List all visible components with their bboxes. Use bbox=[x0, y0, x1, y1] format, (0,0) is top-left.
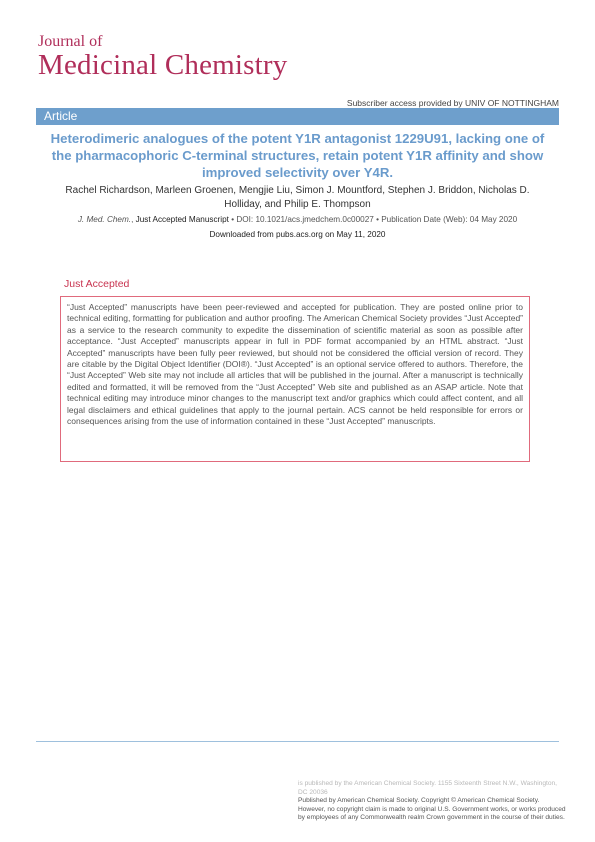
citation-line: J. Med. Chem., Just Accepted Manuscript • DOI: 10.1021/acs.jmedchem.0c00027 • Publication Date (Web): 04 May 2020 bbox=[77, 215, 518, 224]
just-accepted-heading: Just Accepted bbox=[64, 278, 130, 290]
author-list: Rachel Richardson, Marleen Groenen, Mengjie Liu, Simon J. Mountford, Stephen J. Briddon, Nicholas D. Holliday, and Philip E. Thompson bbox=[65, 185, 530, 210]
footer bbox=[298, 780, 568, 823]
journal-name: Medicinal Chemistry bbox=[38, 49, 288, 81]
manuscript-status: Just Accepted Manuscript bbox=[135, 215, 229, 224]
footer-divider bbox=[36, 741, 559, 742]
subscriber-access-note: Subscriber access provided by UNIV OF NOTTINGHAM bbox=[346, 98, 559, 108]
just-accepted-notice-box bbox=[60, 296, 530, 462]
just-accepted-text: “Just Accepted” manuscripts have been peer-reviewed and accepted for publication. They are posted online prior to technical editing, formatting for publication and author proofing. The American Chemical Society provides “Just Accepted” as a service to the research community to expedite the dissemination of scientific material as soon as possible after acceptance. “Just Accepted” manuscripts appear in full in PDF format accompanied by an HTML abstract. “Just Accepted” manuscripts have been fully peer reviewed, but should not be considered the official version of record. They are citable by the Digital Object Identifier (DOI®). “Just Accepted” is an optional service offered to authors. Therefore, the “Just Accepted” Web site may not include all articles that will be published in the journal. After a manuscript is technically edited and formatted, it will be removed from the “Just Accepted” Web site and published as an ASAP article. Note that technical editing may introduce minor changes to the manuscript text and/or graphics which could affect content, and all legal disclaimers and ethical guidelines that apply to the journal pertain. ACS cannot be held responsible for errors or consequences arising from the use of information contained in these “Just Accepted” manuscripts. bbox=[67, 302, 523, 427]
journal-abbreviation: J. Med. Chem. bbox=[77, 215, 132, 224]
journal-logo bbox=[38, 34, 287, 80]
article-type-bar bbox=[36, 108, 559, 125]
article-title: Heterodimeric analogues of the potent Y1R antagonist 1229U91, lacking one of the pharmacophoric C-terminal structures, retain potent Y1R affinity and show improved selectivity over Y4R. bbox=[50, 131, 545, 180]
copyright-notice: Published by American Chemical Society. Copyright © American Chemical Society. However, no copyright claim is made to original U.S. Government works, or works produced by employees of any Commonwealth realm Crown government in the course of their duties. bbox=[298, 797, 566, 822]
publisher-address: is published by the American Chemical Society. 1155 Sixteenth Street N.W., Washington, DC 20036 bbox=[298, 780, 557, 796]
download-note: Downloaded from pubs.acs.org on May 11, 2020 bbox=[209, 230, 386, 239]
doi-and-date[interactable]: • DOI: 10.1021/acs.jmedchem.0c00027 • Publication Date (Web): 04 May 2020 bbox=[231, 215, 518, 224]
article-type-label: Article bbox=[44, 109, 78, 123]
journal-of-label: Journal of bbox=[38, 33, 103, 50]
